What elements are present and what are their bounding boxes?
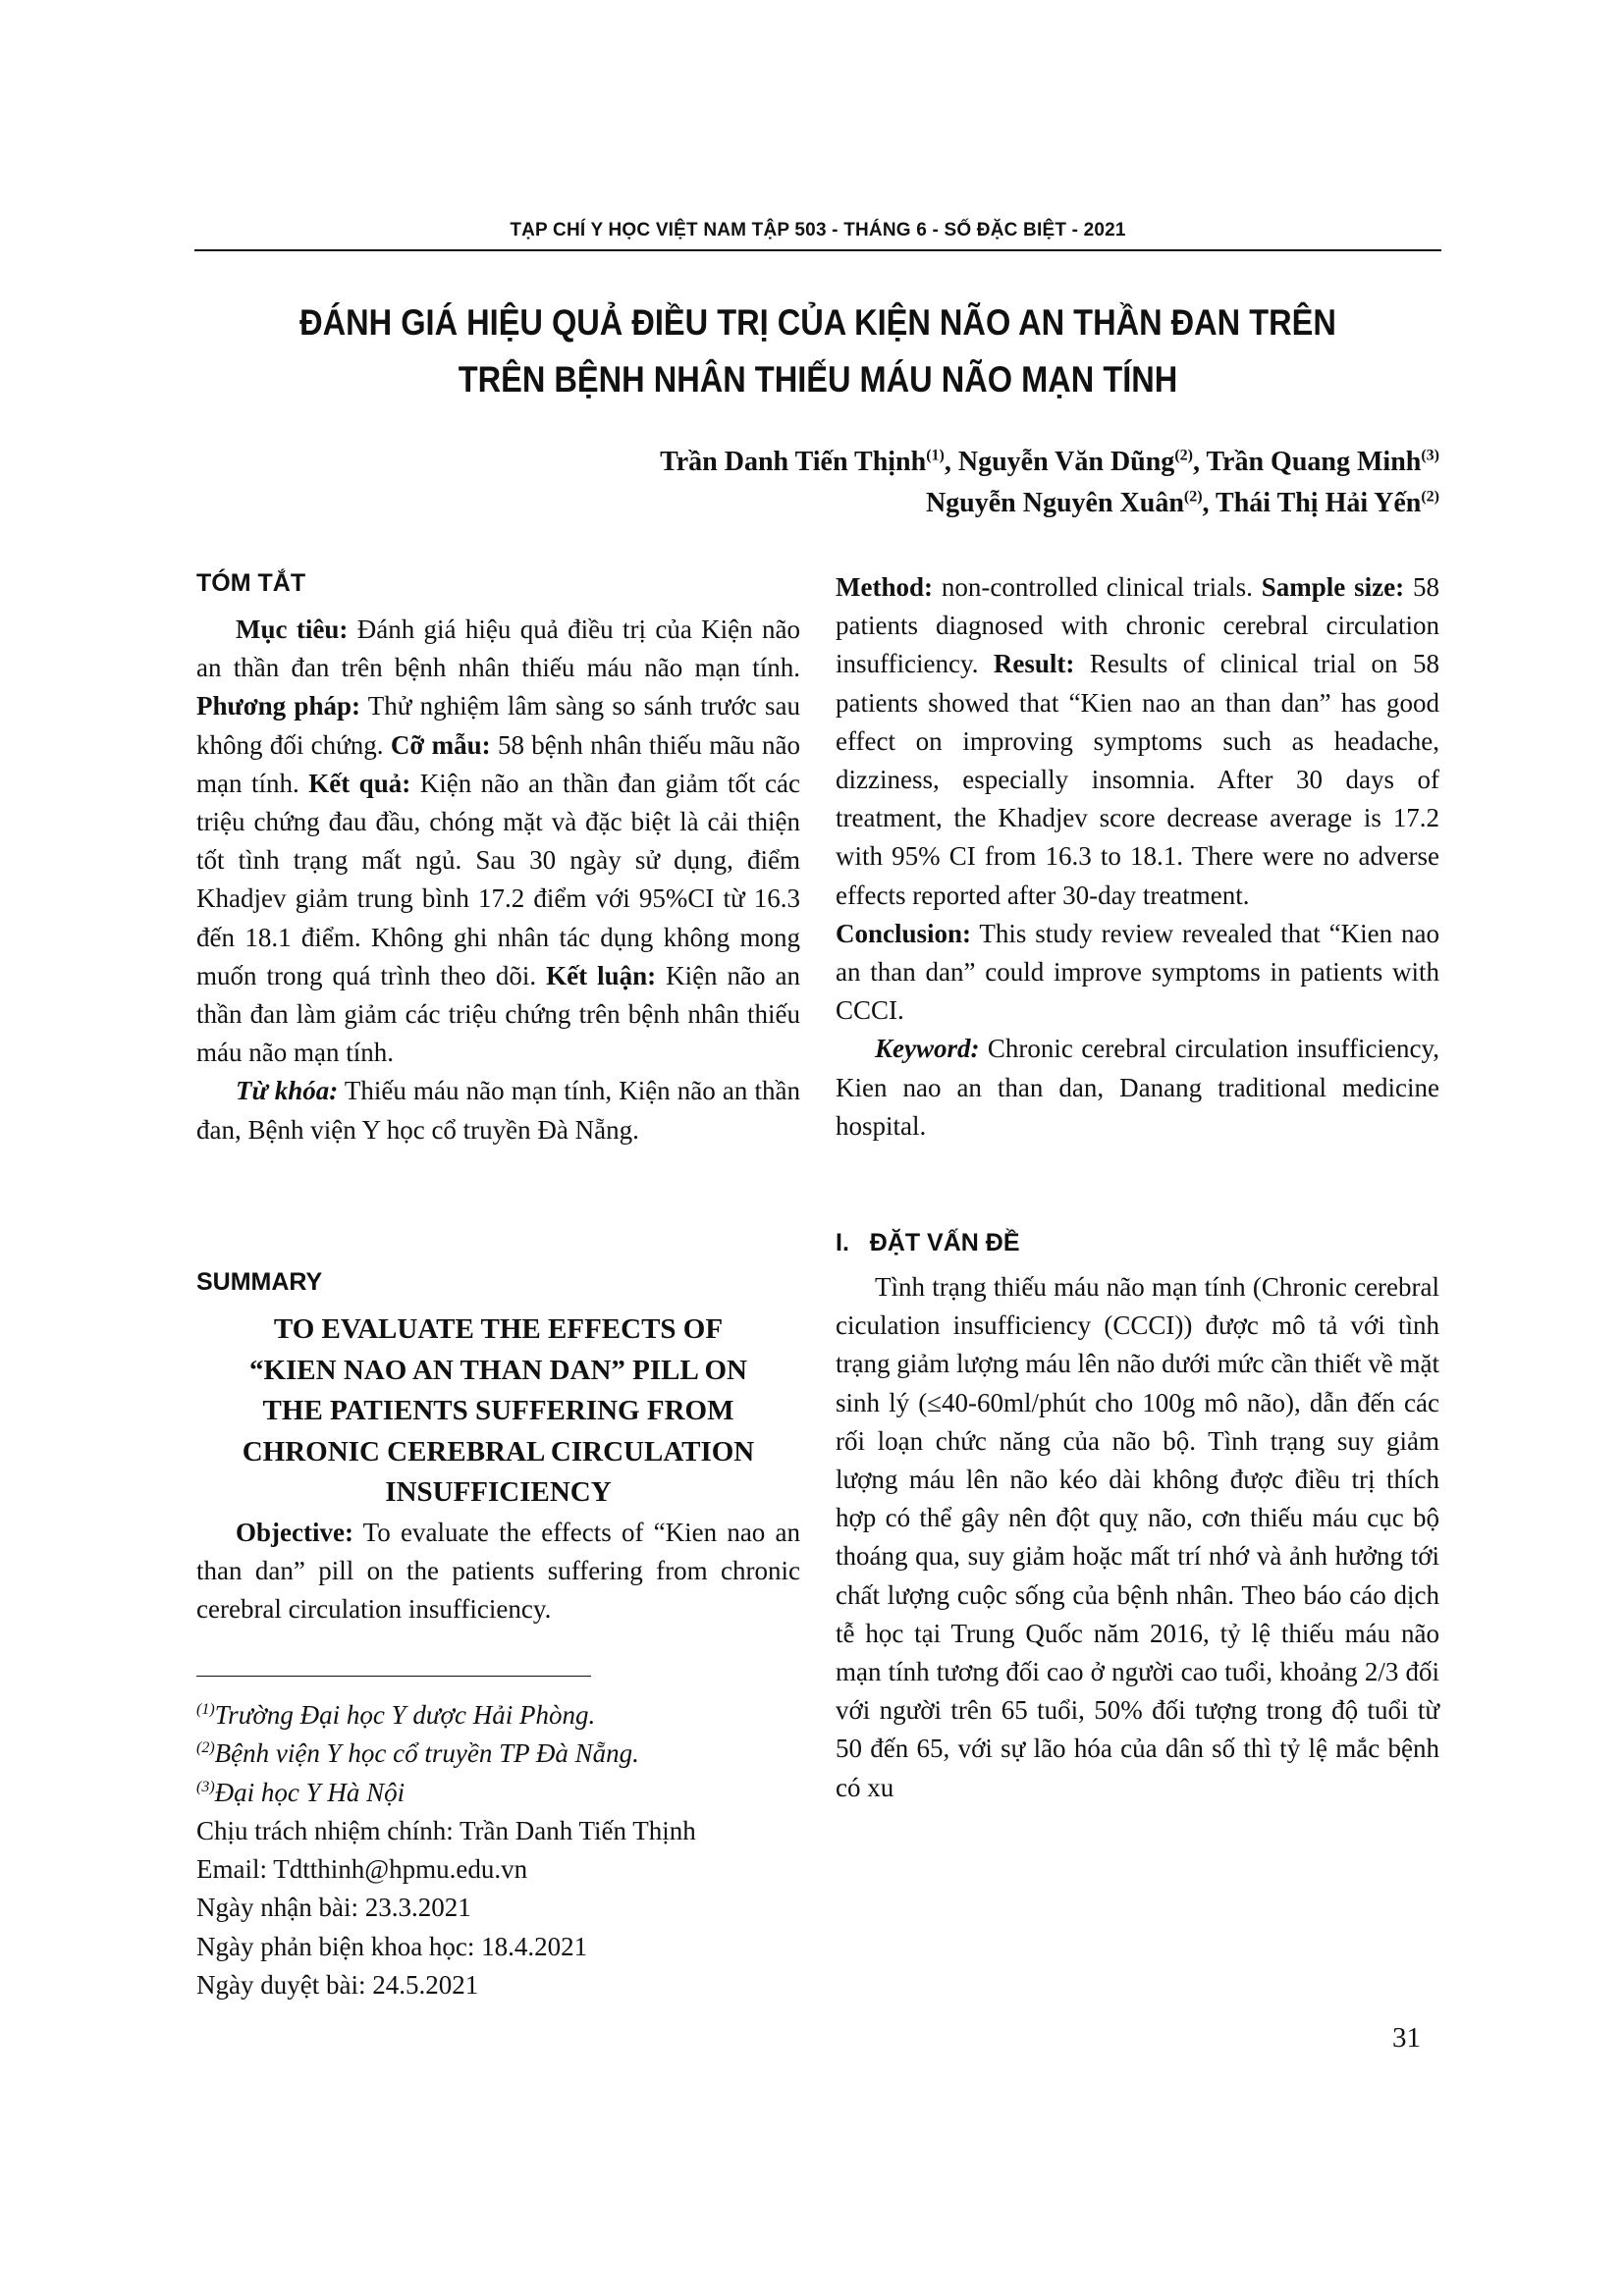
- affiliation-mark: (2): [1174, 447, 1193, 464]
- label: Kết luận:: [546, 960, 657, 990]
- text: Kiện não an thần đan giảm tốt các triệu chứng đau đầu, chóng mặt và đặc biệt là cải thiện tốt tình trạng mất ngủ. Sau 30 ngày sử dụng, điểm Khadjev giảm trung bình 17.2 điểm với 95%CI từ 16.3 đến 18.1 điểm. Không ghi nhân tác dụng không mong muốn trong quá trình theo dõi.: [196, 768, 800, 990]
- label: Sample size:: [1261, 572, 1405, 602]
- author-name: Nguyễn Nguyên Xuân: [925, 488, 1184, 518]
- affiliation-mark: (3): [1421, 447, 1439, 464]
- num: (1): [196, 1701, 215, 1718]
- page-number: 31: [1392, 2022, 1421, 2054]
- corresponding-author: Chịu trách nhiệm chính: Trần Danh Tiến Thịnh: [196, 1815, 696, 1845]
- text: Kiện não an thần đan làm giảm các triệu chứng trên bệnh nhân thiếu máu não mạn tính.: [196, 960, 800, 1068]
- summary-title-line: TO EVALUATE THE EFFECTS OF: [273, 1313, 724, 1345]
- received-date: Ngày nhận bài: 23.3.2021: [196, 1893, 471, 1923]
- text: Thiếu máu não mạn tính, Kiện não an thần đan, Bệnh viện Y học cổ truyền Đà Nẵng.: [196, 1076, 800, 1145]
- title-line: TRÊN BỆNH NHÂN THIẾU MÁU NÃO MẠN TÍNH: [458, 359, 1178, 400]
- title-line: ĐÁNH GIÁ HIỆU QUẢ ĐIỀU TRỊ CỦA KIỆN NÃO AN THẦN ĐAN TRÊN: [299, 302, 1336, 343]
- summary: [196, 1309, 800, 1629]
- affiliation-mark: (2): [1421, 488, 1439, 506]
- text: This study review revealed that “Kien nao an than dan” could improve symptoms in patients with CCCI.: [836, 918, 1439, 1026]
- keywords-en: [836, 1030, 1439, 1146]
- text: To evaluate the effects of “Kien nao an than dan” pill on the patients suffering from chronic cerebral circulation insufficiency.: [196, 1517, 800, 1624]
- label: Keyword:: [875, 1034, 980, 1064]
- text: Thử nghiệm lâm sàng so sánh trước sau không đối chứng.: [196, 691, 801, 760]
- abstract-vi: [196, 611, 800, 1149]
- author-name: , Nguyễn Văn Dũng: [944, 447, 1175, 477]
- header-rule: [194, 249, 1441, 251]
- affiliation-mark: (1): [926, 447, 945, 464]
- num: (3): [196, 1778, 215, 1795]
- text: non-controlled clinical trials.: [932, 572, 1262, 602]
- abstract-vi-body: [196, 611, 800, 1072]
- accepted-date: Ngày duyệt bài: 24.5.2021: [196, 1970, 479, 2001]
- author-name: , Thái Thị Hải Yến: [1202, 488, 1422, 518]
- section-body: [836, 1268, 1439, 1807]
- summary-title-line: “KIEN NAO AN THAN DAN” PILL ON: [248, 1354, 748, 1386]
- text: Trường Đại học Y dược Hải Phòng.: [214, 1700, 596, 1730]
- label: Phương pháp:: [196, 691, 360, 721]
- summary-heading: SUMMARY: [196, 1268, 323, 1296]
- summary-body: [836, 568, 1439, 1030]
- summary-title: [196, 1309, 800, 1514]
- summary-continued: [836, 568, 1439, 1146]
- abstract-vi-heading: TÓM TẮT: [196, 569, 306, 597]
- label: Objective:: [236, 1517, 353, 1547]
- affiliation: [196, 1696, 800, 1735]
- text: Results of clinical trial on 58 patients showed that “Kien nao an than dan” has good effect on improving symptoms such as headache, dizziness, especially insomnia. After 30 days of treatment, the Khadjev score decrease average is 17.2 with 95% CI from 16.3 to 18.1. There were no adverse effects reported after 30-day treatment.: [836, 649, 1439, 910]
- journal-header: TẠP CHÍ Y HỌC VIỆT NAM TẬP 503 - THÁNG 6 - SỐ ĐẶC BIỆT - 2021: [510, 220, 1126, 240]
- label: Kết quả:: [308, 768, 411, 798]
- text: Đánh giá hiệu quả điều trị của Kiện não an thần đan trên bệnh nhân thiếu máu não mạn tính.: [196, 614, 801, 683]
- label: Method:: [836, 572, 933, 602]
- label: Conclusion:: [836, 918, 972, 948]
- num: (2): [196, 1739, 215, 1757]
- section-paragraph: Tình trạng thiếu máu não mạn tính (Chronic cerebral ciculation insufficiency (CCCI)) được mô tả với tình trạng giảm lượng máu lên não dưới mức cần thiết về mặt sinh lý (≤40-60ml/phút cho 100g mô não), dẫn đến các rối loạn chức năng của não bộ. Tình trạng suy giảm lượng máu lên não kéo dài không được điều trị thích hợp có thể gây nên đột quỵ não, cơn thiếu máu cục bộ thoáng qua, suy giảm hoặc mất trí nhớ và ảnh hưởng tới chất lượng cuộc sống của bệnh nhân. Theo báo cáo dịch tễ học tại Trung Quốc năm 2016, tỷ lệ thiếu máu não mạn tính tương đối cao ở người cao tuổi, khoảng 2/3 đối với người trên 65 tuổi, 50% đối tượng trong độ tuổi từ 50 đến 65, với sự lão hóa của dân số thì tỷ lệ mắc bệnh có xu: [836, 1272, 1439, 1802]
- authors: [660, 442, 1439, 524]
- text: Bệnh viện Y học cổ truyền TP Đà Nẵng.: [214, 1738, 639, 1769]
- footnotes: [196, 1696, 800, 2004]
- affiliation: [196, 1774, 800, 1812]
- email: Email: Tdtthinh@hpmu.edu.vn: [196, 1854, 528, 1885]
- summary-title-line: CHRONIC CEREBRAL CIRCULATION: [242, 1435, 755, 1468]
- author-name: Trần Danh Tiến Thịnh: [660, 447, 927, 477]
- summary-objective: [196, 1514, 800, 1629]
- label: Mục tiêu:: [236, 614, 349, 644]
- summary-title-line: INSUFFICIENCY: [385, 1476, 612, 1508]
- keywords-vi: [196, 1072, 800, 1148]
- article-title: [271, 294, 1365, 408]
- summary-title-line: THE PATIENTS SUFFERING FROM: [262, 1395, 734, 1426]
- text: 58 bệnh nhân thiếu mãu não mạn tính.: [196, 729, 800, 798]
- label: Result:: [993, 649, 1075, 679]
- review-date: Ngày phản biện khoa học: 18.4.2021: [196, 1931, 588, 1961]
- footnote-rule: [196, 1676, 591, 1677]
- affiliation: [196, 1735, 800, 1773]
- text: Đại học Y Hà Nội: [214, 1777, 406, 1807]
- section-heading: I. ĐẶT VẤN ĐỀ: [836, 1229, 1020, 1256]
- text: Chronic cerebral circulation insufficiency, Kien nao an than dan, Danang traditional medicine hospital.: [836, 1034, 1439, 1141]
- label: Cỡ mẫu:: [390, 729, 491, 760]
- author-name: , Trần Quang Minh: [1192, 447, 1422, 477]
- text: 58 patients diagnosed with chronic cerebral circulation insufficiency.: [836, 572, 1439, 679]
- affiliation-mark: (2): [1183, 488, 1203, 506]
- label: Từ khóa:: [236, 1076, 339, 1106]
